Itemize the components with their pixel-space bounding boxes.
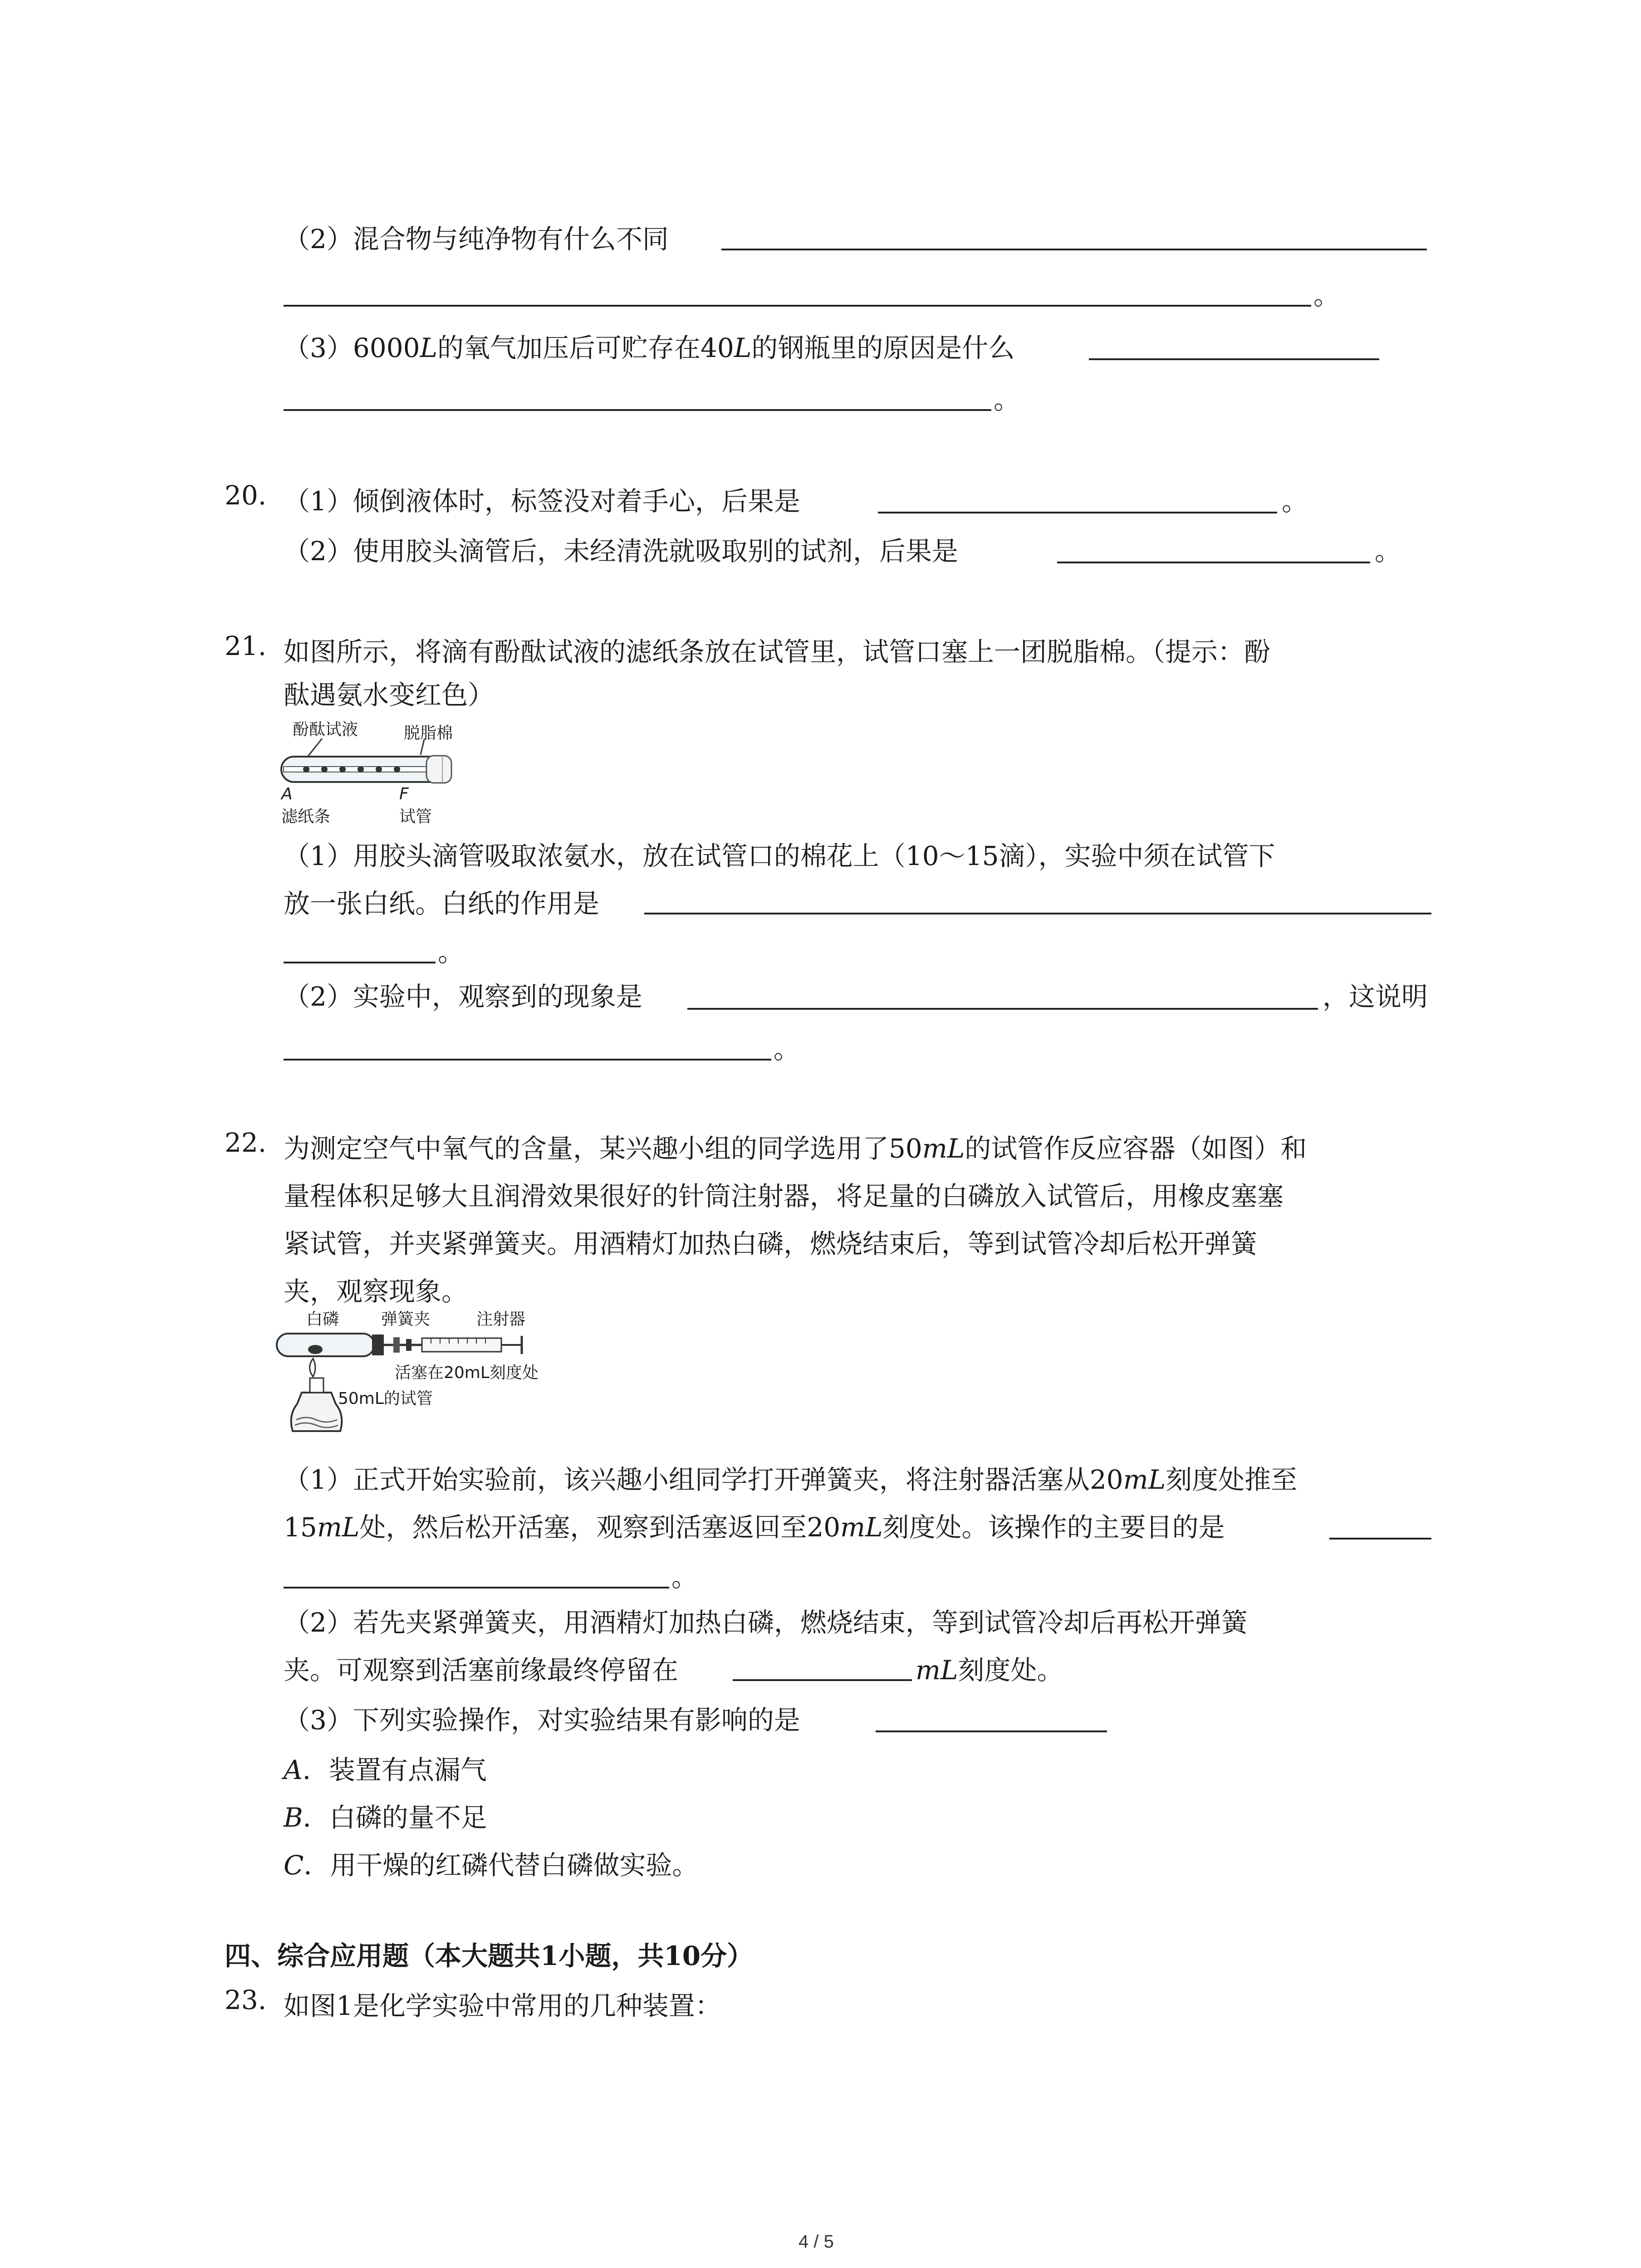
q21-part1-line1: （1）用胶头滴管吸取浓氨水，放在试管口的棉花上（10～15滴），实验中须在试管下 [284, 841, 1275, 871]
fig-label-phenolphthalein: 酚酞试液 [293, 720, 358, 739]
q22-part1-line1: （1）正式开始实验前，该兴趣小组同学打开弹簧夹，将注射器活塞从20mL刻度处推至 [284, 1464, 1298, 1495]
fig-label-test-tube: 试管 [399, 807, 432, 826]
q22-part1-answer-line[interactable] [1329, 1538, 1431, 1540]
fig-label-F: F [399, 785, 409, 803]
q20-part1-end: 。 [1282, 486, 1308, 517]
q22-part2-line2-b: mL刻度处。 [916, 1655, 1063, 1686]
q19-part3: （3）6000L的氧气加压后可贮存在40L的钢瓶里的原因是什么 [284, 332, 1015, 363]
fig-label-piston: 活塞在20mL刻度处 [395, 1364, 539, 1382]
q21-part2-mid: ，这说明 [1323, 981, 1428, 1012]
q22-figure [274, 1306, 547, 1447]
q20-part1-answer-line[interactable] [878, 512, 1277, 513]
q21-number: 21. [225, 631, 267, 661]
fig-label-A: A [281, 785, 293, 803]
q21-stem-line2: 酞遇氨水变红色） [284, 679, 495, 710]
q21-part2-answer-line[interactable] [687, 1008, 1318, 1010]
q19-part2-end: 。 [1313, 280, 1340, 311]
q21-part1-answer-line[interactable] [644, 913, 1431, 914]
q22-option-c[interactable]: C．用干燥的红磷代替白磷做实验。 [284, 1850, 699, 1881]
fig-label-syringe: 注射器 [476, 1310, 526, 1329]
q22-stem-line3: 紧试管，并夹紧弹簧夹。用酒精灯加热白磷，燃烧结束后，等到试管冷却后松开弹簧 [284, 1228, 1258, 1259]
q23-number: 23. [225, 1984, 267, 2015]
q22-part2-answer-line[interactable] [733, 1679, 912, 1681]
section-4-title: 四、综合应用题（本大题共1小题，共10分） [225, 1941, 754, 1971]
q20-part2-end: 。 [1375, 536, 1401, 567]
q21-part2-answer-line-2[interactable] [284, 1059, 771, 1061]
q22-stem-line2: 量程体积足够大且润滑效果很好的针筒注射器，将足量的白磷放入试管后，用橡皮塞塞 [284, 1181, 1284, 1212]
fig-label-spring-clip: 弹簧夹 [381, 1310, 431, 1329]
q21-part1-answer-line-2[interactable] [284, 962, 436, 963]
fig-label-50ml-tube: 50mL的试管 [338, 1389, 433, 1408]
q22-part1-end: 。 [671, 1562, 698, 1593]
q21-figure [279, 717, 470, 830]
q22-option-a[interactable]: A．装置有点漏气 [284, 1755, 487, 1785]
fig-label-filter-paper: 滤纸条 [281, 807, 331, 826]
q19-part2: （2）混合物与纯净物有什么不同 [284, 224, 669, 254]
q22-number: 22. [225, 1127, 267, 1158]
q21-part2: （2）实验中，观察到的现象是 [284, 981, 642, 1012]
q20-part2: （2）使用胶头滴管后，未经清洗就吸取别的试剂，后果是 [284, 536, 958, 567]
q19-part3-answer-line-2[interactable] [284, 409, 991, 411]
q21-part1-end: 。 [438, 937, 465, 968]
q22-part2-line2-a: 夹。可观察到活塞前缘最终停留在 [284, 1655, 679, 1686]
q21-part1-line2: 放一张白纸。白纸的作用是 [284, 888, 600, 919]
q22-part1-line2: 15mL处，然后松开活塞，观察到活塞返回至20mL刻度处。该操作的主要目的是 [284, 1512, 1225, 1543]
q23-stem: 如图1是化学实验中常用的几种装置： [284, 1990, 721, 2021]
q19-part3-end: 。 [994, 384, 1020, 415]
q22-option-b[interactable]: B．白磷的量不足 [284, 1802, 487, 1833]
q21-part2-end: 。 [774, 1034, 800, 1065]
fig-label-cotton: 脱脂棉 [404, 724, 453, 743]
q19-part2-answer-line-2[interactable] [284, 305, 1311, 307]
q20-part2-answer-line[interactable] [1057, 562, 1370, 563]
q22-part1-answer-line-2[interactable] [284, 1587, 669, 1589]
q22-part3: （3）下列实验操作，对实验结果有影响的是 [284, 1705, 800, 1735]
q20-number: 20. [225, 480, 267, 511]
q22-stem-line1: 为测定空气中氧气的含量，某兴趣小组的同学选用了50mL的试管作反应容器（如图）和 [284, 1133, 1307, 1164]
fig-label-white-phosphorus: 白磷 [306, 1310, 339, 1329]
q22-stem-line4: 夹，观察现象。 [284, 1276, 468, 1307]
q19-part2-answer-line[interactable] [721, 249, 1427, 250]
q20-part1: （1）倾倒液体时，标签没对着手心，后果是 [284, 486, 800, 517]
page-number: 4 / 5 [798, 2232, 834, 2252]
q22-part2-line1: （2）若先夹紧弹簧夹，用酒精灯加热白磷，燃烧结束，等到试管冷却后再松开弹簧 [284, 1607, 1248, 1638]
q19-part3-answer-line[interactable] [1089, 358, 1379, 360]
q22-part3-answer-line[interactable] [876, 1730, 1107, 1732]
test-tube-diagram [279, 735, 470, 794]
q21-stem-line1: 如图所示，将滴有酚酞试液的滤纸条放在试管里，试管口塞上一团脱脂棉。（提示：酚 [284, 636, 1271, 667]
